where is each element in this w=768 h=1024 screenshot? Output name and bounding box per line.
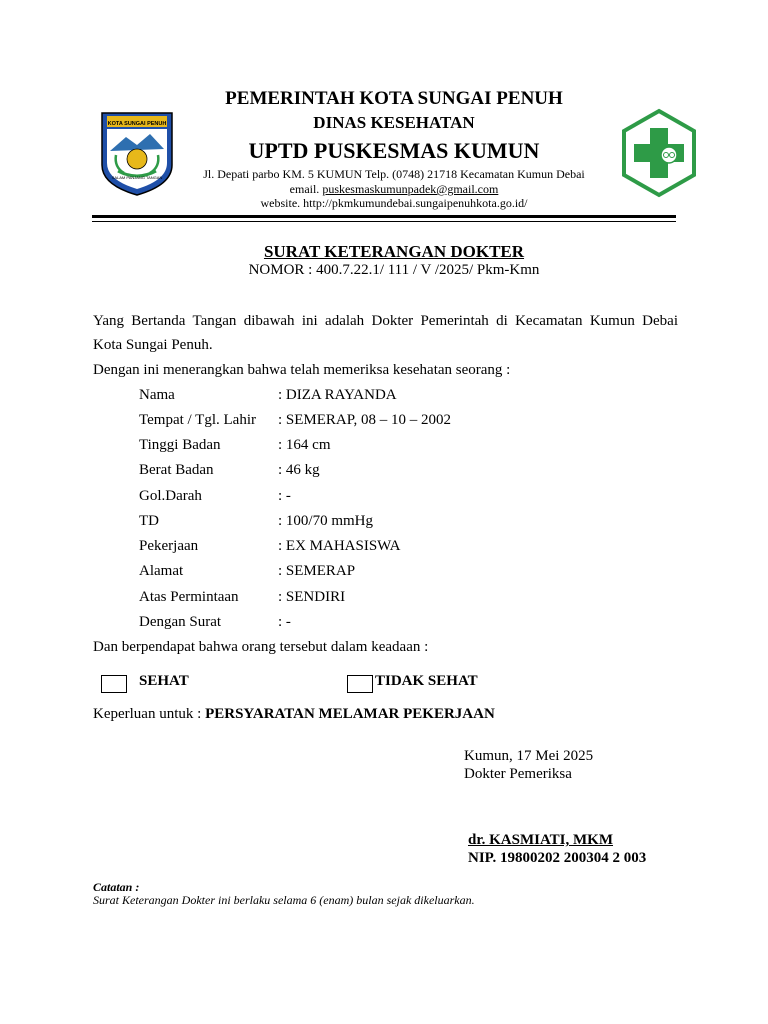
field-value-blood-pressure: : 100/70 mmHg bbox=[278, 513, 374, 529]
header-department: DINAS KESEHATAN bbox=[313, 113, 475, 132]
puskesmas-logo bbox=[620, 108, 698, 198]
opinion-text: Dan berpendapat bahwa orang tersebut dalam keadaan : bbox=[93, 639, 429, 655]
healthy-checkbox[interactable] bbox=[101, 675, 127, 693]
field-value-request: : SENDIRI bbox=[278, 589, 346, 605]
header-address: Jl. Depati parbo KM. 5 KUMUN Telp. (0748) 21718 Kecamatan Kumun Debai bbox=[203, 167, 585, 181]
place-date: Kumun, 17 Mei 2025 bbox=[464, 748, 594, 764]
intro-line-3: Dengan ini menerangkan bahwa telah memeriksa kesehatan seorang : bbox=[93, 362, 511, 378]
header-website[interactable]: website. http://pkmkumundebai.sungaipenuhkota.go.id/ bbox=[260, 196, 528, 210]
unhealthy-label: TIDAK SEHAT bbox=[375, 673, 478, 689]
field-value-occupation: : EX MAHASISWA bbox=[278, 538, 401, 554]
field-label-weight: Berat Badan bbox=[139, 462, 214, 478]
field-value-letter: : - bbox=[278, 614, 291, 630]
header-divider-thick bbox=[92, 215, 676, 218]
email-prefix: email. bbox=[289, 182, 323, 196]
field-label-blood-pressure: TD bbox=[139, 513, 159, 529]
healthy-label: SEHAT bbox=[139, 673, 189, 689]
intro-line-2: Kota Sungai Penuh. bbox=[93, 337, 213, 353]
field-value-blood-type: : - bbox=[278, 488, 291, 504]
field-label-nama: Nama bbox=[139, 387, 175, 403]
svg-text:SALAM PANJANG TANGAN: SALAM PANJANG TANGAN bbox=[111, 175, 163, 180]
svg-text:KOTA SUNGAI PENUH: KOTA SUNGAI PENUH bbox=[107, 121, 167, 127]
field-label-height: Tinggi Badan bbox=[139, 437, 221, 453]
purpose-line bbox=[93, 706, 678, 723]
doctor-nip: NIP. 19800202 200304 2 003 bbox=[468, 850, 647, 866]
note-text: Surat Keterangan Dokter ini berlaku selama 6 (enam) bulan sejak dikeluarkan. bbox=[93, 893, 475, 907]
field-label-blood-type: Gol.Darah bbox=[139, 488, 202, 504]
purpose-prefix: Keperluan untuk : bbox=[93, 706, 206, 722]
unhealthy-checkbox[interactable] bbox=[347, 675, 373, 693]
purpose-value: PERSYARATAN MELAMAR PEKERJAAN bbox=[205, 706, 495, 722]
signer-role: Dokter Pemeriksa bbox=[464, 766, 572, 782]
document-title: SURAT KETERANGAN DOKTER bbox=[263, 242, 525, 261]
header-divider-thin bbox=[92, 221, 676, 222]
field-label-birth: Tempat / Tgl. Lahir bbox=[139, 412, 256, 428]
field-value-birth: : SEMERAP, 08 – 10 – 2002 bbox=[278, 412, 451, 428]
note-title: Catatan : bbox=[93, 880, 140, 894]
field-value-address: : SEMERAP bbox=[278, 563, 356, 579]
document-number: NOMOR : 400.7.22.1/ 111 / V /2025/ Pkm-Kmn bbox=[248, 262, 540, 278]
field-label-occupation: Pekerjaan bbox=[139, 538, 199, 554]
header-institution: UPTD PUSKESMAS KUMUN bbox=[248, 138, 540, 163]
doctor-name: dr. KASMIATI, MKM bbox=[468, 832, 614, 848]
field-label-letter: Dengan Surat bbox=[139, 614, 222, 630]
intro-line-1: Yang Bertanda Tangan dibawah ini adalah Dokter Pemerintah di Kecamatan Kumun Debai bbox=[93, 313, 678, 329]
header-government: PEMERINTAH KOTA SUNGAI PENUH bbox=[225, 88, 563, 109]
field-label-request: Atas Permintaan bbox=[139, 589, 239, 605]
email-link[interactable]: puskesmaskumunpadek@gmail.com bbox=[322, 182, 499, 196]
field-value-height: : 164 cm bbox=[278, 437, 331, 453]
field-label-address: Alamat bbox=[139, 563, 184, 579]
field-value-weight: : 46 kg bbox=[278, 462, 320, 478]
field-value-nama: : DIZA RAYANDA bbox=[278, 387, 397, 403]
header-email-line bbox=[160, 182, 628, 197]
